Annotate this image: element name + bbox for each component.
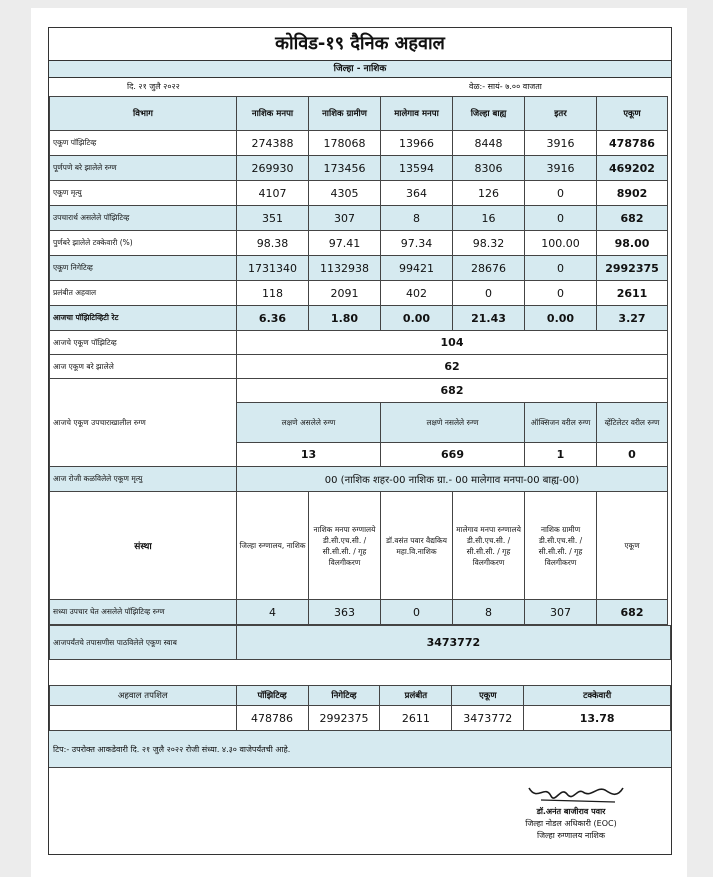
table-row — [50, 206, 668, 231]
cell-value: 1132938 — [309, 256, 381, 281]
cell-value: 118 — [237, 281, 309, 306]
table-row — [50, 306, 668, 331]
ut-col-symptomatic: लक्षणे असलेले रुग्ण — [237, 403, 381, 443]
facility-col-nashik-mnpa: नाशिक मनपा रुग्णालये डी.सी.एच.सी. / सी.सी.सी. / गृह विलगीकरण — [309, 492, 381, 600]
summary-pending: 2611 — [380, 706, 452, 732]
facility-header-row — [50, 492, 668, 600]
cell-value: 4107 — [237, 181, 309, 206]
cell-total: 478786 — [597, 131, 668, 156]
signature-mark — [481, 780, 661, 806]
facility-col-vasant-pawar: डॉ.वसंत पवार वैद्यकिय महा.वि.नाशिक — [381, 492, 453, 600]
row-label: आजचे एकूण उपचाराखालील रुग्ण — [50, 379, 237, 467]
cell-value: 0 — [453, 281, 525, 306]
cell-value: 100.00 — [525, 231, 597, 256]
row-label: एकूण निगेटिव्ह — [50, 256, 237, 281]
facility-col-district-hospital: जिल्हा रुग्णालय, नाशिक — [237, 492, 309, 600]
col-header-outside: जिल्हा बाह्य — [453, 97, 525, 131]
summary-col-negative: निगेटिव्ह — [308, 686, 380, 706]
summary-col-total: एकूण — [452, 686, 524, 706]
cell-value: 274388 — [237, 131, 309, 156]
ut-col-oxygen: ऑक्सिजन वरील रुग्ण — [525, 403, 597, 443]
samples-table — [49, 625, 671, 660]
table-row — [50, 231, 668, 256]
cell-total: 682 — [597, 206, 668, 231]
ut-asymptomatic-value: 669 — [381, 443, 525, 467]
summary-col-positive: पॉझिटिव्ह — [236, 686, 308, 706]
cell-value: 402 — [381, 281, 453, 306]
col-header-total: एकूण — [597, 97, 668, 131]
cell-value: 8448 — [453, 131, 525, 156]
table-row — [50, 156, 668, 181]
cell-value: 99421 — [381, 256, 453, 281]
ut-col-asymptomatic: लक्षणे नसलेले रुग्ण — [381, 403, 525, 443]
district-label: जिल्हा - नाशिक — [49, 61, 671, 78]
under-treatment-total-row — [50, 379, 668, 403]
cell-value: 98.32 — [453, 231, 525, 256]
today-recovered-row — [50, 355, 668, 379]
row-label: आज एकूण बरे झालेले — [50, 355, 237, 379]
cell-value: 0.00 — [525, 306, 597, 331]
cell-value: 0.00 — [381, 306, 453, 331]
row-label: पूर्णपणे बरे झालेले रुग्ण — [50, 156, 237, 181]
report-sheet — [48, 27, 672, 855]
cell-value: 13966 — [381, 131, 453, 156]
cell-value: 269930 — [237, 156, 309, 181]
cell-total: 98.00 — [597, 231, 668, 256]
cell-value: 97.34 — [381, 231, 453, 256]
cell-value: 0 — [525, 281, 597, 306]
cell-value: 8 — [453, 600, 525, 625]
cell-value: 1.80 — [309, 306, 381, 331]
col-header-nashik-rural: नाशिक ग्रामीण — [309, 97, 381, 131]
row-label: एकूण मृत्यु — [50, 181, 237, 206]
report-title: कोविड-१९ दैनिक अहवाल — [49, 28, 671, 61]
row-label: आजचा पॉझिटिव्हिटी रेट — [50, 306, 237, 331]
today-recovered-value: 62 — [237, 355, 668, 379]
signature-scribble — [511, 780, 631, 806]
facility-col-total: एकूण — [597, 492, 668, 600]
cell-value: 4305 — [309, 181, 381, 206]
signature-block — [481, 780, 661, 842]
cell-value: 16 — [453, 206, 525, 231]
cell-value: 13594 — [381, 156, 453, 181]
current-treatment-row — [50, 600, 668, 625]
cell-value: 173456 — [309, 156, 381, 181]
row-label: आजचे एकूण पॉझिटिव्ह — [50, 331, 237, 355]
facility-col-nashik-rural: नाशिक ग्रामीण डी.सी.एच.सी. /सी.सी.सी. / गृह विलगीकरण — [525, 492, 597, 600]
signatory-office: जिल्हा रुग्णालय नाशिक — [537, 831, 605, 840]
cell-total: 2992375 — [597, 256, 668, 281]
today-positive-value: 104 — [237, 331, 668, 355]
today-positive-row — [50, 331, 668, 355]
signatory-designation: जिल्हा नोडल अधिकारी (EOC) — [525, 819, 617, 828]
samples-row — [50, 626, 671, 660]
cell-value: 3916 — [525, 156, 597, 181]
summary-negative: 2992375 — [308, 706, 380, 732]
cell-value: 0 — [525, 181, 597, 206]
summary-values-row — [50, 706, 671, 732]
summary-header-row — [50, 686, 671, 706]
ut-col-ventilator: व्हेंटिलेटर वरील रुग्ण — [597, 403, 668, 443]
cell-total: 682 — [597, 600, 668, 625]
summary-table — [49, 685, 671, 732]
deaths-today-row — [50, 467, 668, 492]
paper — [31, 8, 687, 877]
cell-value: 8 — [381, 206, 453, 231]
main-header-row — [50, 97, 668, 131]
cell-total: 469202 — [597, 156, 668, 181]
cell-value: 351 — [237, 206, 309, 231]
cell-value: 1731340 — [237, 256, 309, 281]
cell-value: 98.38 — [237, 231, 309, 256]
cell-value: 21.43 — [453, 306, 525, 331]
main-table — [49, 96, 668, 625]
samples-total: 3473772 — [236, 626, 670, 660]
cell-value: 2091 — [309, 281, 381, 306]
cell-total: 2611 — [597, 281, 668, 306]
ut-oxygen-value: 1 — [525, 443, 597, 467]
facility-label: संस्था — [50, 492, 237, 600]
report-time: वेळ:- सायं- ७.०० वाजता — [469, 82, 542, 91]
deaths-today-value: 00 (नाशिक शहर-00 नाशिक ग्रा.- 00 मालेगाव मनपा-00 बाह्य-00) — [237, 467, 668, 492]
row-label: आज रोजी कळविलेले एकूण मृत्यु — [50, 467, 237, 492]
row-label: प्रलंबीत अहवाल — [50, 281, 237, 306]
col-header-division: विभाग — [50, 97, 237, 131]
col-header-other: इतर — [525, 97, 597, 131]
signatory-name: डॉ.अनंत बाजीराव पवार — [536, 807, 606, 816]
row-label: सध्या उपचार घेत असलेले पॉझिटिव्ह रुग्ण — [50, 600, 237, 625]
cell-total: 3.27 — [597, 306, 668, 331]
date-line — [49, 78, 671, 96]
cell-value: 4 — [237, 600, 309, 625]
summary-col-percent: टक्केवारी — [524, 686, 671, 706]
facility-col-malegaon: मालेगाव मनपा रुग्णालये डी.सी.एच.सी. / सी.सी.सी. / गृह विलगीकरण — [453, 492, 525, 600]
cell-value: 97.41 — [309, 231, 381, 256]
summary-col-pending: प्रलंबीत — [380, 686, 452, 706]
col-header-nashik-mnpa: नाशिक मनपा — [237, 97, 309, 131]
cell-value: 28676 — [453, 256, 525, 281]
summary-total: 3473772 — [452, 706, 524, 732]
cell-value: 178068 — [309, 131, 381, 156]
row-label: एकूण पॉझिटिव्ह — [50, 131, 237, 156]
cell-value: 307 — [525, 600, 597, 625]
table-row — [50, 281, 668, 306]
table-row — [50, 131, 668, 156]
report-date: दि. २१ जुलै २०२२ — [127, 82, 180, 91]
summary-positive: 478786 — [236, 706, 308, 732]
table-row — [50, 181, 668, 206]
col-header-malegaon: मालेगाव मनपा — [381, 97, 453, 131]
under-treatment-total: 682 — [237, 379, 668, 403]
summary-label: अहवाल तपशिल — [50, 686, 237, 706]
cell-value: 307 — [309, 206, 381, 231]
cell-value: 8306 — [453, 156, 525, 181]
cell-value: 126 — [453, 181, 525, 206]
cell-value: 3916 — [525, 131, 597, 156]
cell-value: 0 — [525, 256, 597, 281]
cell-value: 0 — [525, 206, 597, 231]
cell-value: 364 — [381, 181, 453, 206]
cell-value: 6.36 — [237, 306, 309, 331]
cell-value: 363 — [309, 600, 381, 625]
row-label: पुर्णबरे झालेले टक्केवारी (%) — [50, 231, 237, 256]
table-row — [50, 256, 668, 281]
cell-value: 0 — [381, 600, 453, 625]
ut-ventilator-value: 0 — [597, 443, 668, 467]
summary-percent: 13.78 — [524, 706, 671, 732]
cell-total: 8902 — [597, 181, 668, 206]
summary-empty-cell — [50, 706, 237, 732]
samples-label: आजपर्यंतचे तपासणीस पाठविलेले एकूण स्वाब — [50, 626, 237, 660]
ut-symptomatic-value: 13 — [237, 443, 381, 467]
footnote: टिप:- उपरोक्त आकडेवारी दि. २१ जुलै २०२२ रोजी संध्या. ४.३० वाजेपर्यंतची आहे. — [49, 730, 671, 768]
row-label: उपचारार्थ असलेले पॉझिटिव्ह — [50, 206, 237, 231]
